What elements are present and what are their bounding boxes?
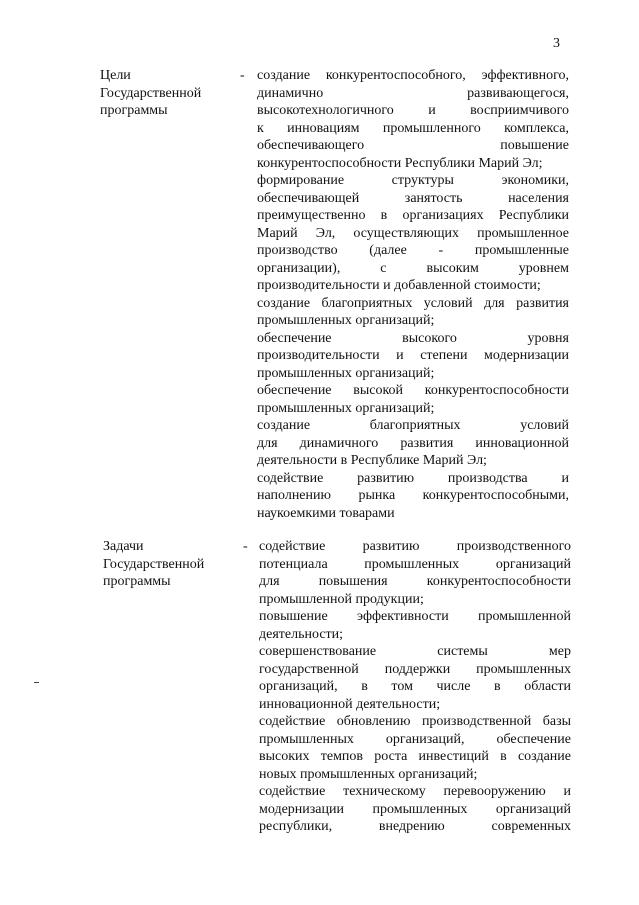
text-line: промышленных организаций, обеспечение xyxy=(259,731,571,747)
text-line: обеспечение высокой конкурентоспособности xyxy=(257,383,569,398)
list-item xyxy=(257,330,569,383)
text-line: производительности и добавленной стоимости; xyxy=(257,278,541,293)
text-line: деятельности; xyxy=(259,626,344,642)
text-line: обеспечивающего повышение xyxy=(257,138,569,153)
list-item xyxy=(257,382,569,417)
text-line: промышленных организаций; xyxy=(257,313,435,328)
tasks-label-line: Государственной xyxy=(103,556,205,572)
text-line: создание благоприятных условий xyxy=(257,418,569,433)
text-line: производительности и степени модернизации xyxy=(257,348,569,363)
goals-dash: - xyxy=(240,68,245,83)
tasks-label xyxy=(103,538,235,591)
text-line: обеспечение высокого уровня xyxy=(257,330,569,346)
text-line: производство (далее - промышленные xyxy=(257,243,569,258)
text-line: высоких темпов роста инвестиций в создание xyxy=(259,749,571,764)
tasks-label-line: программы xyxy=(103,574,171,589)
text-line: модернизации промышленных организаций xyxy=(259,801,571,817)
list-item xyxy=(259,538,571,608)
text-line: содействие техническому перевооружению и xyxy=(259,784,571,799)
margin-mark xyxy=(34,682,39,683)
text-line: инновационной деятельности; xyxy=(259,696,441,712)
text-line: для динамичного развития инновационной xyxy=(257,435,569,451)
list-item xyxy=(259,713,571,783)
text-line: для повышения конкурентоспособности xyxy=(259,574,571,589)
list-item xyxy=(259,608,571,643)
text-line: содействие развитию производства и xyxy=(257,470,569,486)
text-line: повышение эффективности промышленной xyxy=(259,609,571,624)
text-line: динамично развивающегося, xyxy=(257,85,569,101)
text-line: к инновациям промышленного комплекса, xyxy=(257,120,569,136)
text-line: организации), с высоким уровнем xyxy=(257,260,569,276)
goals-label-line: программы xyxy=(100,103,168,118)
list-item xyxy=(259,643,571,713)
text-line: формирование структуры экономики, xyxy=(257,173,569,188)
tasks-label-line: Задачи xyxy=(103,539,144,554)
text-line: промышленной продукции; xyxy=(259,591,424,607)
text-line: наукоемкими товарами xyxy=(257,505,395,521)
text-line: совершенствование системы мер xyxy=(259,644,571,659)
text-line: организаций, в том числе в области xyxy=(259,679,571,694)
text-line: деятельности в Республике Марий Эл; xyxy=(257,453,487,468)
list-item xyxy=(257,172,569,295)
page-number: 3 xyxy=(553,36,560,51)
list-item xyxy=(259,783,571,836)
text-line: промышленных организаций; xyxy=(257,400,435,416)
text-line: преимущественно в организациях Республики xyxy=(257,208,569,223)
text-line: создание благоприятных условий для развития xyxy=(257,295,569,311)
goals-label-line: Цели xyxy=(100,68,131,83)
text-line: Марий Эл, осуществляющих промышленное xyxy=(257,225,569,241)
text-line: наполнению рынка конкурентоспособными, xyxy=(257,488,569,503)
text-line: новых промышленных организаций; xyxy=(259,766,478,782)
text-line: потенциала промышленных организаций xyxy=(259,556,571,572)
list-item xyxy=(257,470,569,523)
goals-label xyxy=(100,67,232,120)
text-line: содействие обновлению производственной базы xyxy=(259,714,571,729)
text-line: государственной поддержки промышленных xyxy=(259,661,571,677)
text-line: промышленных организаций; xyxy=(257,365,435,381)
list-item xyxy=(257,67,569,172)
text-line: обеспечивающей занятость населения xyxy=(257,190,569,206)
list-item xyxy=(257,417,569,470)
list-item xyxy=(257,295,569,330)
goals-label-line: Государственной xyxy=(100,85,202,101)
text-line: республики, внедрению современных xyxy=(259,819,571,834)
text-line: создание конкурентоспособного, эффективного, xyxy=(257,68,569,83)
tasks-dash: - xyxy=(243,539,248,554)
text-line: конкурентоспособности Республики Марий Эл; xyxy=(257,155,543,171)
text-line: высокотехнологичного и восприимчивого xyxy=(257,103,569,118)
goals-list xyxy=(257,67,569,522)
tasks-list xyxy=(259,538,571,836)
text-line: содействие развитию производственного xyxy=(259,539,571,554)
